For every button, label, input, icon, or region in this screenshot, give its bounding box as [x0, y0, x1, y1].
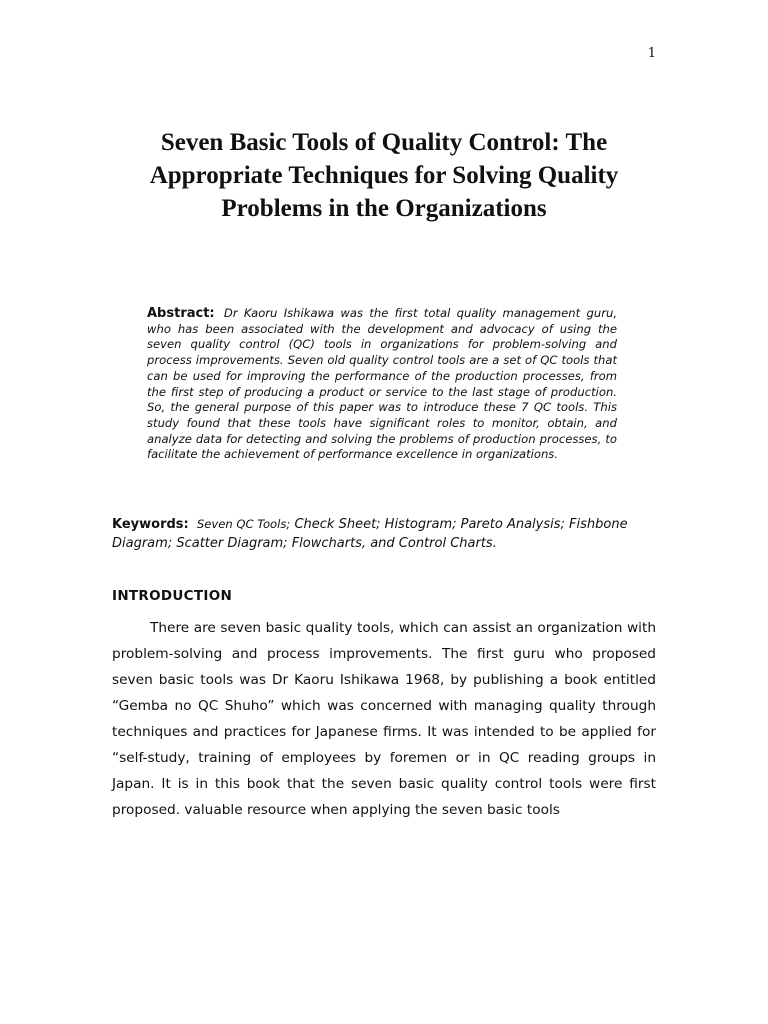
introduction-paragraph: There are seven basic quality tools, which can assist an organization with problem-solving and process improvements. The first guru who proposed seven basic tools was Dr Kaoru Ishikawa 1968, by publishing a book entitled “Gemba no QC Shuho” which was concerned with managing quality through techniques and practices for Japanese firms. It was intended to be applied for “self-study, training of employees by foremen or in QC reading groups in Japan. It is in this book that the seven basic quality control tools were first proposed. valuable resource when applying the seven basic tools: [112, 620, 656, 818]
keywords-paragraph: [112, 515, 656, 553]
abstract-label: Abstract:: [147, 306, 215, 321]
keywords-first: Seven QC Tools;: [196, 517, 291, 531]
abstract-text: Dr Kaoru Ishikawa was the first total quality management guru, who has been associated with the development and advocacy of using the seven quality control (QC) tools in organizations for problem-solving and process improvements. Seven old quality control tools are a set of QC tools that can be used for improving the performance of the production processes, from the first step of producing a product or service to the last stage of production. So, the general purpose of this paper was to introduce these 7 QC tools. This study found that these tools have significant roles to monitor, obtain, and analyze data for detecting and solving the problems of production processes, to facilitate the achievement of performance excellence in organizations.: [147, 306, 617, 462]
introduction-heading: INTRODUCTION: [112, 588, 233, 604]
paper-title: Seven Basic Tools of Quality Control: The Appropriate Techniques for Solving Quality Problems in the Organizations: [149, 129, 619, 222]
keywords-label: Keywords:: [112, 517, 189, 532]
keywords-rest: Check Sheet; Histogram; Pareto Analysis; Fishbone Diagram; Scatter Diagram; Flowcharts, and Control Charts.: [112, 517, 628, 551]
abstract-paragraph: [147, 306, 617, 463]
page-number: 1: [647, 46, 656, 61]
